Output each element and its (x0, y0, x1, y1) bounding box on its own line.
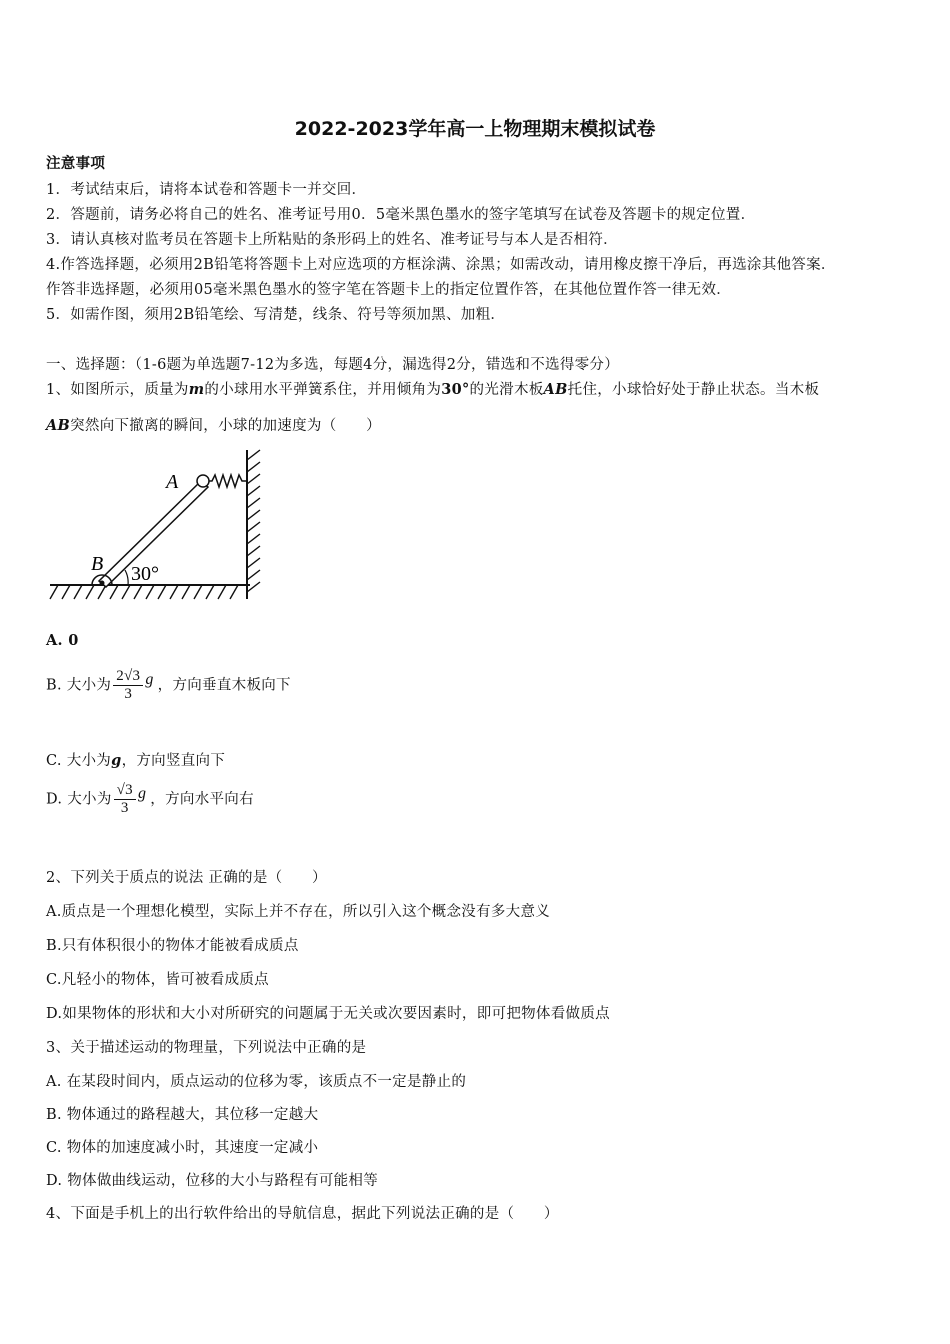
angle-label: 30° (131, 563, 159, 585)
wall-hatching (247, 450, 260, 592)
pivot-dot (100, 581, 105, 586)
q2-option-a: A.质点是一个理想化模型，实际上并不存在，所以引入这个概念没有多大意义 (46, 904, 551, 920)
q3-option-a: A. 在某段时间内，质点运动的位移为零，该质点不一定是静止的 (46, 1074, 467, 1090)
q2-option-b: B.只有体积很小的物体才能被看成质点 (46, 938, 299, 954)
notice-item: 5．如需作图，须用2B铅笔绘、写清楚，线条、符号等须加黑、加粗． (46, 307, 506, 323)
spring (209, 475, 247, 487)
ground-hatching (50, 585, 238, 599)
angle-arc (125, 570, 128, 585)
q1-option-a: A. 0 (46, 632, 79, 649)
notice-heading: 注意事项 (46, 155, 106, 172)
fraction: $\frac{√3}{3}$ (114, 782, 136, 817)
q2-stem: 2、下列关于质点的说法 正确的是（ ） (46, 870, 327, 886)
q2-option-d: D.如果物体的形状和大小对所研究的问题属于无关或次要因素时，即可把物体看做质点 (46, 1006, 610, 1022)
q1-stem-line1: 1、如图所示，质量为m的小球用水平弹簧系住，并用倾角为30°的光滑木板AB托住，小球恰好处于静止状态。当木板 (46, 381, 820, 398)
notice-item: 4.作答选择题，必须用2B铅笔将答题卡上对应选项的方框涂满、涂黑；如需改动，请用橡皮擦干净后，再选涂其他答案． (46, 257, 836, 273)
page-title: 2022-2023学年高一上物理期末模拟试卷 (294, 118, 656, 140)
fraction: $\frac{2√3}{3}$ (113, 668, 143, 703)
q1-figure (40, 442, 280, 610)
q4-stem: 4、下面是手机上的出行软件给出的导航信息，据此下列说法正确的是（ ） (46, 1206, 559, 1222)
q3-option-d: D. 物体做曲线运动，位移的大小与路程有可能相等 (46, 1173, 379, 1189)
q2-option-c: C.凡轻小的物体，皆可被看成质点 (46, 972, 269, 988)
q1-option-d: D. 大小为 $\frac{√3}{3}$ g ，方向水平向右 (46, 782, 254, 816)
q3-stem: 3、关于描述运动的物理量，下列说法中正确的是 (46, 1040, 367, 1056)
section-heading: 一、选择题：（1-6题为单选题7-12为多选，每题4分，漏选得2分，错选和不选得零分） (46, 357, 620, 373)
label-b: B (91, 553, 104, 575)
q3-option-c: C. 物体的加速度减小时，其速度一定减小 (46, 1140, 319, 1156)
q1-stem-line2: AB突然向下撤离的瞬间，小球的加速度为（ ） (46, 417, 381, 434)
notice-item: 2．答题前，请务必将自己的姓名、准考证号用0．5毫米黑色墨水的签字笔填写在试卷及答题卡的规定位置． (46, 207, 756, 223)
q1-option-b: B. 大小为 $\frac{2√3}{3}$ g ，方向垂直木板向下 (46, 668, 291, 702)
notice-item: 作答非选择题，必须用05毫米黑色墨水的签字笔在答题卡上的指定位置作答，在其他位置作答一律无效． (46, 282, 732, 298)
q1-option-c: C. 大小为g，方向竖直向下 (46, 752, 226, 769)
label-a: A (166, 471, 179, 493)
notice-item: 1．考试结束后，请将本试卷和答题卡一并交回． (46, 182, 367, 198)
notice-item: 3．请认真核对监考员在答题卡上所粘贴的条形码上的姓名、准考证号与本人是否相符． (46, 232, 618, 248)
q3-option-b: B. 物体通过的路程越大，其位移一定越大 (46, 1107, 319, 1123)
ball (197, 475, 209, 487)
